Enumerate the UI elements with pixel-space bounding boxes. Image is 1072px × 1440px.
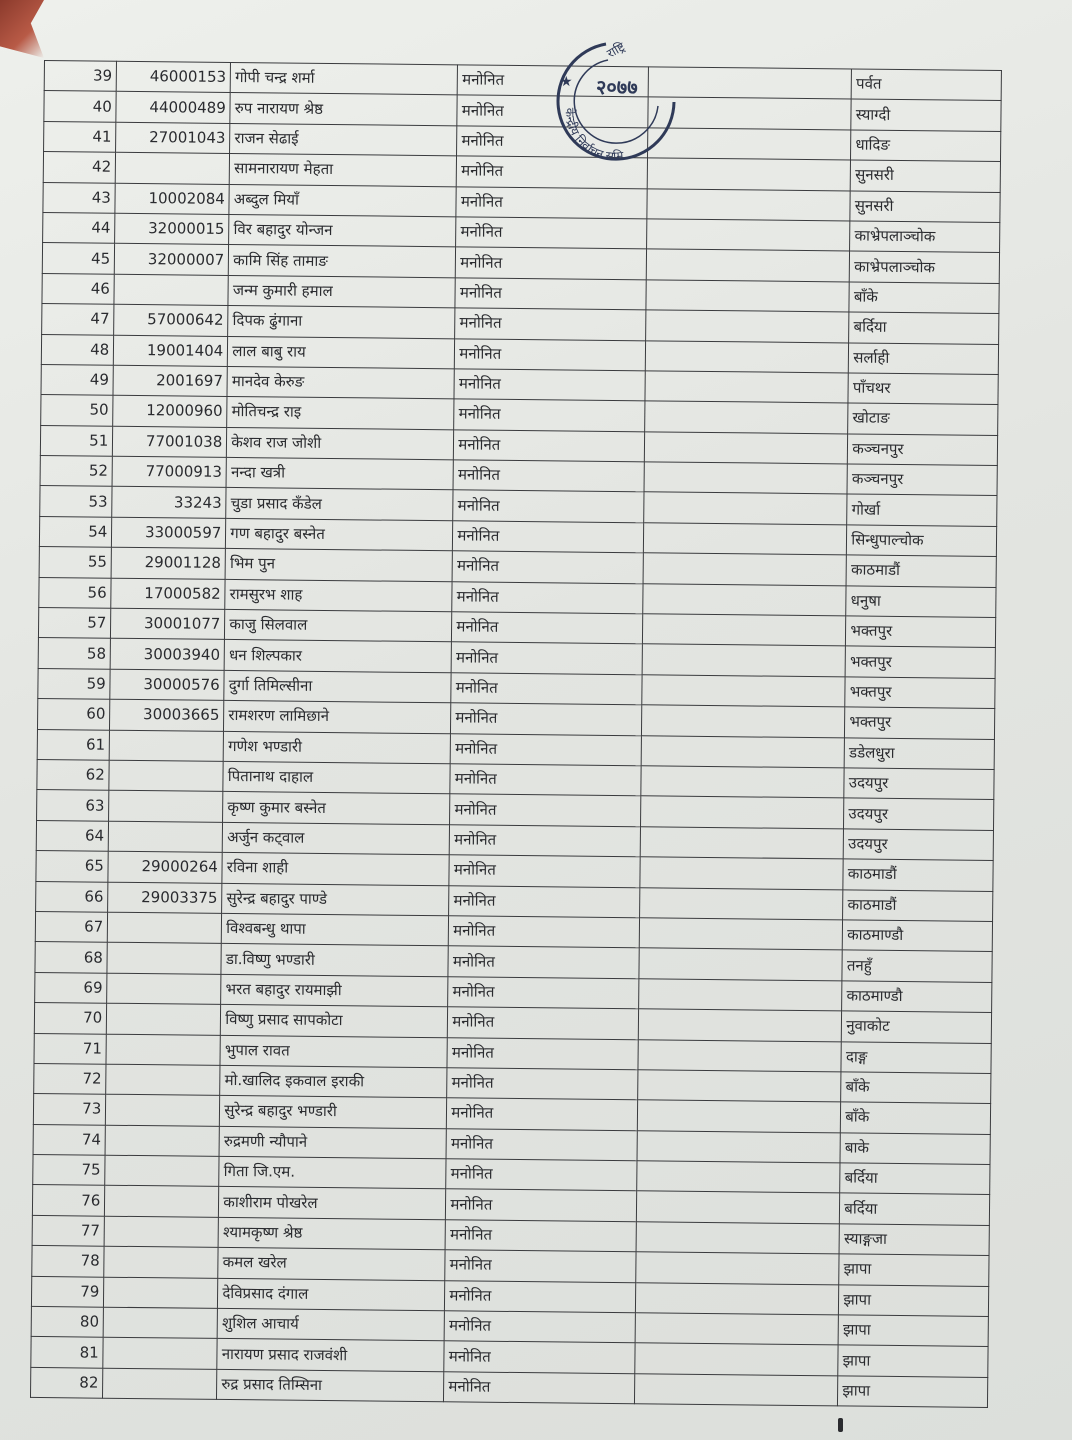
serial-number-cell: 74 [33,1124,106,1155]
candidate-name-cell: भरत बहादुर रायमाझी [221,974,448,1007]
voter-id-cell: 32000007 [115,244,229,276]
serial-number-cell: 75 [33,1155,106,1186]
district-cell: खोटाङ [848,403,998,435]
voter-id-cell [103,1368,217,1400]
district-cell: सर्लाही [849,342,999,374]
blank-cell [638,1009,842,1042]
status-cell: मनोनित [455,308,646,340]
blank-cell [643,523,847,556]
blank-cell [634,1343,838,1376]
blank-cell [634,1374,838,1407]
district-cell: बर्दिया [849,312,999,344]
district-cell: उदयपुर [844,768,994,800]
serial-number-cell: 46 [42,273,115,304]
voter-id-cell: 12000960 [113,396,227,428]
voter-id-cell: 27001043 [116,122,230,154]
voter-id-cell [108,912,222,944]
voter-id-cell: 44000489 [116,92,230,124]
candidate-name-cell: गोपी चन्द्र शर्मा [230,62,457,95]
status-cell: मनोनित [457,95,648,127]
blank-cell [641,705,845,738]
blank-cell [641,766,845,799]
serial-number-cell: 61 [37,729,110,760]
candidate-name-cell: रविना शाही [222,853,449,886]
voter-id-cell [108,821,222,853]
voter-id-cell [107,1003,221,1035]
candidate-name-cell: कृष्ण कुमार बस्नेत [223,792,450,825]
status-cell: मनोनित [456,247,647,279]
status-cell: मनोनित [446,1128,637,1160]
candidate-name-cell: गण बहादुर बस्नेत [226,518,453,551]
candidate-name-cell: काजु सिलवाल [225,609,452,642]
district-cell: भक्तपुर [845,646,995,678]
status-cell: मनोनित [451,703,642,735]
serial-number-cell: 41 [44,121,117,152]
ink-mark [838,1418,843,1432]
district-cell: बाँके [849,282,999,314]
voter-id-cell [105,1125,219,1157]
stamp-year: २०७७ [596,75,638,99]
candidate-name-cell: भुपाल रावत [220,1035,447,1068]
candidate-name-cell: दिपक ढुंगाना [228,306,455,339]
serial-number-cell: 48 [41,334,114,365]
serial-number-cell: 79 [31,1276,104,1307]
voter-id-cell [115,152,229,184]
status-cell: मनोनित [450,733,641,765]
status-cell: मनोनित [454,430,645,462]
candidate-name-cell: गिता जि.एम. [219,1156,446,1189]
status-cell: मनोनित [449,916,640,948]
voter-id-cell [107,943,221,975]
status-cell: मनोनित [457,126,648,158]
serial-number-cell: 58 [38,638,111,669]
candidate-name-cell: देविप्रसाद दंगाल [218,1278,445,1311]
candidate-name-cell: शुशिल आचार्य [217,1308,444,1341]
status-cell: मनोनित [445,1280,636,1312]
serial-number-cell: 78 [32,1246,105,1277]
candidate-name-cell: मो.खालिद इकवाल इराकी [220,1065,447,1098]
blank-cell [642,644,846,677]
candidate-name-cell: काशीराम पोखरेल [219,1187,446,1220]
status-cell: मनोनित [444,1311,635,1343]
candidate-name-cell: दुर्गा तिमिल्सीना [224,670,451,703]
candidate-name-cell: रुद्र प्रसाद तिम्सिना [217,1369,444,1402]
blank-cell [640,796,844,829]
status-cell: मनोनित [455,278,646,310]
serial-number-cell: 60 [37,699,110,730]
serial-number-cell: 82 [30,1367,103,1398]
candidate-name-cell: लाल बाबु राय [228,336,455,369]
blank-cell [637,1100,841,1133]
status-cell: मनोनित [453,521,644,553]
district-cell: डडेलधुरा [844,738,994,770]
candidate-name-cell: रुप नारायण श्रेष्ठ [230,93,457,126]
district-cell: काठमाण्डौ [843,920,993,952]
blank-cell [635,1252,839,1285]
serial-number-cell: 55 [39,547,112,578]
candidate-name-cell: जन्म कुमारी हमाल [228,275,455,308]
serial-number-cell: 64 [36,820,109,851]
district-cell: पर्वत [851,69,1001,101]
voter-id-cell [114,274,228,306]
status-cell: मनोनित [450,825,641,857]
voter-id-cell [106,1094,220,1126]
blank-cell [644,462,848,495]
blank-cell [639,948,843,981]
serial-number-cell: 63 [37,790,110,821]
status-cell: मनोनित [447,1037,638,1069]
serial-number-cell: 69 [35,972,108,1003]
district-cell: गोर्खा [847,494,997,526]
voter-id-cell: 19001404 [114,335,228,367]
candidate-name-cell: श्यामकृष्ण श्रेष्ठ [218,1217,445,1250]
district-cell: स्याग्दी [851,99,1001,131]
district-cell: झापा [839,1285,989,1317]
voter-id-cell: 33000597 [112,517,226,549]
blank-cell [648,97,852,130]
candidate-name-cell: विश्वबन्धु थापा [222,913,449,946]
serial-number-cell: 65 [36,851,109,882]
nominee-table-body [30,61,1001,1408]
blank-cell [645,371,849,404]
blank-cell [641,675,845,708]
blank-cell [639,918,843,951]
serial-number-cell: 68 [35,942,108,973]
candidate-name-cell: रामशरण लामिछाने [224,701,451,734]
voter-id-cell: 77000913 [112,456,226,488]
blank-cell [645,340,849,373]
voter-id-cell [109,760,223,792]
torn-corner [0,0,44,58]
status-cell: मनोनित [445,1250,636,1282]
blank-cell [638,978,842,1011]
voter-id-cell: 10002084 [115,183,229,215]
serial-number-cell: 51 [40,425,113,456]
district-cell: भक्तपुर [845,707,995,739]
svg-text:★: ★ [560,74,573,90]
status-cell: मनोनित [457,156,648,188]
voter-id-cell: 2001697 [113,365,227,397]
voter-id-cell: 77001038 [113,426,227,458]
blank-cell [642,583,846,616]
status-cell: मनोनित [456,186,647,218]
serial-number-cell: 77 [32,1215,105,1246]
district-cell: भक्तपुर [846,616,996,648]
candidate-name-cell: सामनारायण मेहता [230,154,457,187]
status-cell: मनोनित [453,460,644,492]
serial-number-cell: 56 [39,577,112,608]
status-cell: मनोनित [446,1159,637,1191]
candidate-name-cell: विर बहादुर योन्जन [229,214,456,247]
blank-cell [636,1161,840,1194]
district-cell: भक्तपुर [845,677,995,709]
status-cell: मनोनित [450,764,641,796]
serial-number-cell: 62 [37,759,110,790]
serial-number-cell: 54 [39,516,112,547]
blank-cell [644,401,848,434]
serial-number-cell: 50 [41,395,114,426]
voter-id-cell: 30003665 [110,699,224,731]
voter-id-cell [104,1216,218,1248]
district-cell: कञ्चनपुर [848,434,998,466]
district-cell: नुवाकोट [842,1011,992,1043]
candidate-name-cell: राजन सेढाई [230,123,457,156]
serial-number-cell: 43 [43,182,116,213]
candidate-name-cell: रामसुरभ शाह [225,579,452,612]
voter-id-cell [109,730,223,762]
candidate-name-cell: विष्णु प्रसाद सापकोटा [221,1005,448,1038]
candidate-name-cell: मानदेव केरुङ [227,366,454,399]
blank-cell [645,310,849,343]
district-cell: स्याङ्गजा [839,1224,989,1256]
candidate-name-cell: सुरेन्द्र बहादुर पाण्डे [222,883,449,916]
blank-cell [644,431,848,464]
district-cell: उदयपुर [843,829,993,861]
blank-cell [637,1130,841,1163]
district-cell: काभ्रेपलाञ्चोक [850,251,1000,283]
district-cell: धादिङ [851,130,1001,162]
serial-number-cell: 59 [38,668,111,699]
status-cell: मनोनित [445,1220,636,1252]
blank-cell [647,128,851,161]
serial-number-cell: 81 [31,1337,104,1368]
voter-id-cell: 57000642 [114,304,228,336]
district-cell: धनुषा [846,586,996,618]
serial-number-cell: 70 [34,1003,107,1034]
status-cell: मनोनित [456,217,647,249]
serial-number-cell: 44 [43,212,116,243]
blank-cell [635,1313,839,1346]
status-cell: मनोनित [453,490,644,522]
district-cell: बाके [840,1133,990,1165]
serial-number-cell: 57 [38,608,111,639]
serial-number-cell: 49 [41,364,114,395]
status-cell: मनोनित [447,1098,638,1130]
blank-cell [646,280,850,313]
serial-number-cell: 76 [32,1185,105,1216]
district-cell: सुनसरी [850,191,1000,223]
blank-cell [641,735,845,768]
voter-id-cell: 30003940 [110,639,224,671]
voter-id-cell: 33243 [112,487,226,519]
serial-number-cell: 72 [34,1063,107,1094]
serial-number-cell: 52 [40,456,113,487]
district-cell: बर्दिया [840,1163,990,1195]
district-cell: झापा [839,1254,989,1286]
voter-id-cell: 29001128 [111,547,225,579]
district-cell: सिन्धुपाल्चोक [847,525,997,557]
district-cell: काठमाण्डौ [842,981,992,1013]
district-cell: बर्दिया [840,1193,990,1225]
status-cell: मनोनित [452,551,643,583]
status-cell: मनोनित [448,946,639,978]
district-cell: सुनसरी [850,160,1000,192]
blank-cell [646,219,850,252]
status-cell: मनोनित [448,977,639,1009]
district-cell: पाँचथर [848,373,998,405]
voter-id-cell [104,1246,218,1278]
status-cell: मनोनित [447,1068,638,1100]
candidate-name-cell: कमल खरेल [218,1248,445,1281]
status-cell: मनोनित [451,673,642,705]
district-cell: बाँके [841,1072,991,1104]
blank-cell [642,614,846,647]
status-cell: मनोनित [448,1007,639,1039]
status-cell: मनोनित [446,1189,637,1221]
district-cell: उदयपुर [844,798,994,830]
blank-cell [635,1282,839,1315]
status-cell: मनोनित [449,855,640,887]
serial-number-cell: 53 [40,486,113,517]
blank-cell [636,1222,840,1255]
candidate-name-cell: भिम पुन [225,549,452,582]
serial-number-cell: 42 [43,152,116,183]
voter-id-cell [103,1307,217,1339]
district-cell: झापा [838,1376,988,1408]
candidate-name-cell: डा.विष्णु भण्डारी [221,944,448,977]
blank-cell [647,188,851,221]
blank-cell [639,887,843,920]
candidate-name-cell: अर्जुन कट्वाल [223,822,450,855]
district-cell: काठमाडौं [843,859,993,891]
status-cell: मनोनित [454,399,645,431]
voter-id-cell [105,1186,219,1218]
candidate-name-cell: गणेश भण्डारी [223,731,450,764]
voter-id-cell [105,1155,219,1187]
serial-number-cell: 71 [34,1033,107,1064]
serial-number-cell: 66 [36,881,109,912]
serial-number-cell: 45 [42,243,115,274]
status-cell: मनोनित [457,65,648,97]
candidate-name-cell: कामि सिंह तामाङ [229,245,456,278]
voter-id-cell [107,973,221,1005]
nominee-table [30,60,1002,1408]
blank-cell [647,158,851,191]
serial-number-cell: 39 [44,61,117,92]
stamp-top-text: राष्ट्रि [604,39,628,61]
candidate-name-cell: रुद्रमणी न्यौपाने [219,1126,446,1159]
blank-cell [636,1191,840,1224]
district-cell: बाँके [841,1102,991,1134]
status-cell: मनोनित [444,1372,635,1404]
district-cell: झापा [838,1345,988,1377]
stamp-arc-textpath: केन्द्रीय निर्वाचन समि [562,107,625,164]
candidate-name-cell: मोतिचन्द्र राइ [227,397,454,430]
voter-id-cell [109,791,223,823]
candidate-name-cell: केशव राज जोशी [227,427,454,460]
district-cell: झापा [838,1315,988,1347]
status-cell: मनोनित [450,794,641,826]
blank-cell [643,553,847,586]
voter-id-cell: 29000264 [108,851,222,883]
blank-cell [638,1039,842,1072]
voter-id-cell: 30001077 [111,608,225,640]
candidate-name-cell: नन्दा खत्री [226,458,453,491]
serial-number-cell: 73 [33,1094,106,1125]
district-cell: दाङ्ग [841,1041,991,1073]
voter-id-cell: 30000576 [110,669,224,701]
serial-number-cell: 40 [44,91,117,122]
status-cell: मनोनित [454,369,645,401]
blank-cell [646,249,850,282]
serial-number-cell: 67 [35,911,108,942]
candidate-name-cell: नारायण प्रसाद राजवंशी [217,1339,444,1372]
blank-cell [648,67,852,100]
district-cell: काठमाडौं [846,555,996,587]
candidate-name-cell: पितानाथ दाहाल [223,761,450,794]
voter-id-cell: 32000015 [115,213,229,245]
blank-cell [640,827,844,860]
voter-id-cell [104,1277,218,1309]
voter-id-cell: 46000153 [116,61,230,93]
voter-id-cell: 17000582 [111,578,225,610]
voter-id-cell [106,1034,220,1066]
district-cell: काठमाडौं [843,889,993,921]
blank-cell [640,857,844,890]
candidate-name-cell: धन शिल्पकार [224,640,451,673]
voter-id-cell [103,1338,217,1370]
status-cell: मनोनित [452,612,643,644]
voter-id-cell: 29003375 [108,882,222,914]
district-cell: कञ्चनपुर [847,464,997,496]
district-cell: तनहुँ [842,950,992,982]
candidate-name-cell: सुरेन्द्र बहादुर भण्डारी [220,1096,447,1129]
blank-cell [643,492,847,525]
candidate-name-cell: चुडा प्रसाद कँडेल [226,488,453,521]
status-cell: मनोनित [444,1341,635,1373]
candidate-name-cell: अब्दुल मियाँ [229,184,456,217]
status-cell: मनोनित [455,338,646,370]
district-cell: काभ्रेपलाञ्चोक [850,221,1000,253]
status-cell: मनोनित [449,885,640,917]
status-cell: मनोनित [452,581,643,613]
blank-cell [637,1070,841,1103]
voter-id-cell [106,1064,220,1096]
status-cell: मनोनित [451,642,642,674]
serial-number-cell: 80 [31,1306,104,1337]
serial-number-cell: 47 [42,304,115,335]
